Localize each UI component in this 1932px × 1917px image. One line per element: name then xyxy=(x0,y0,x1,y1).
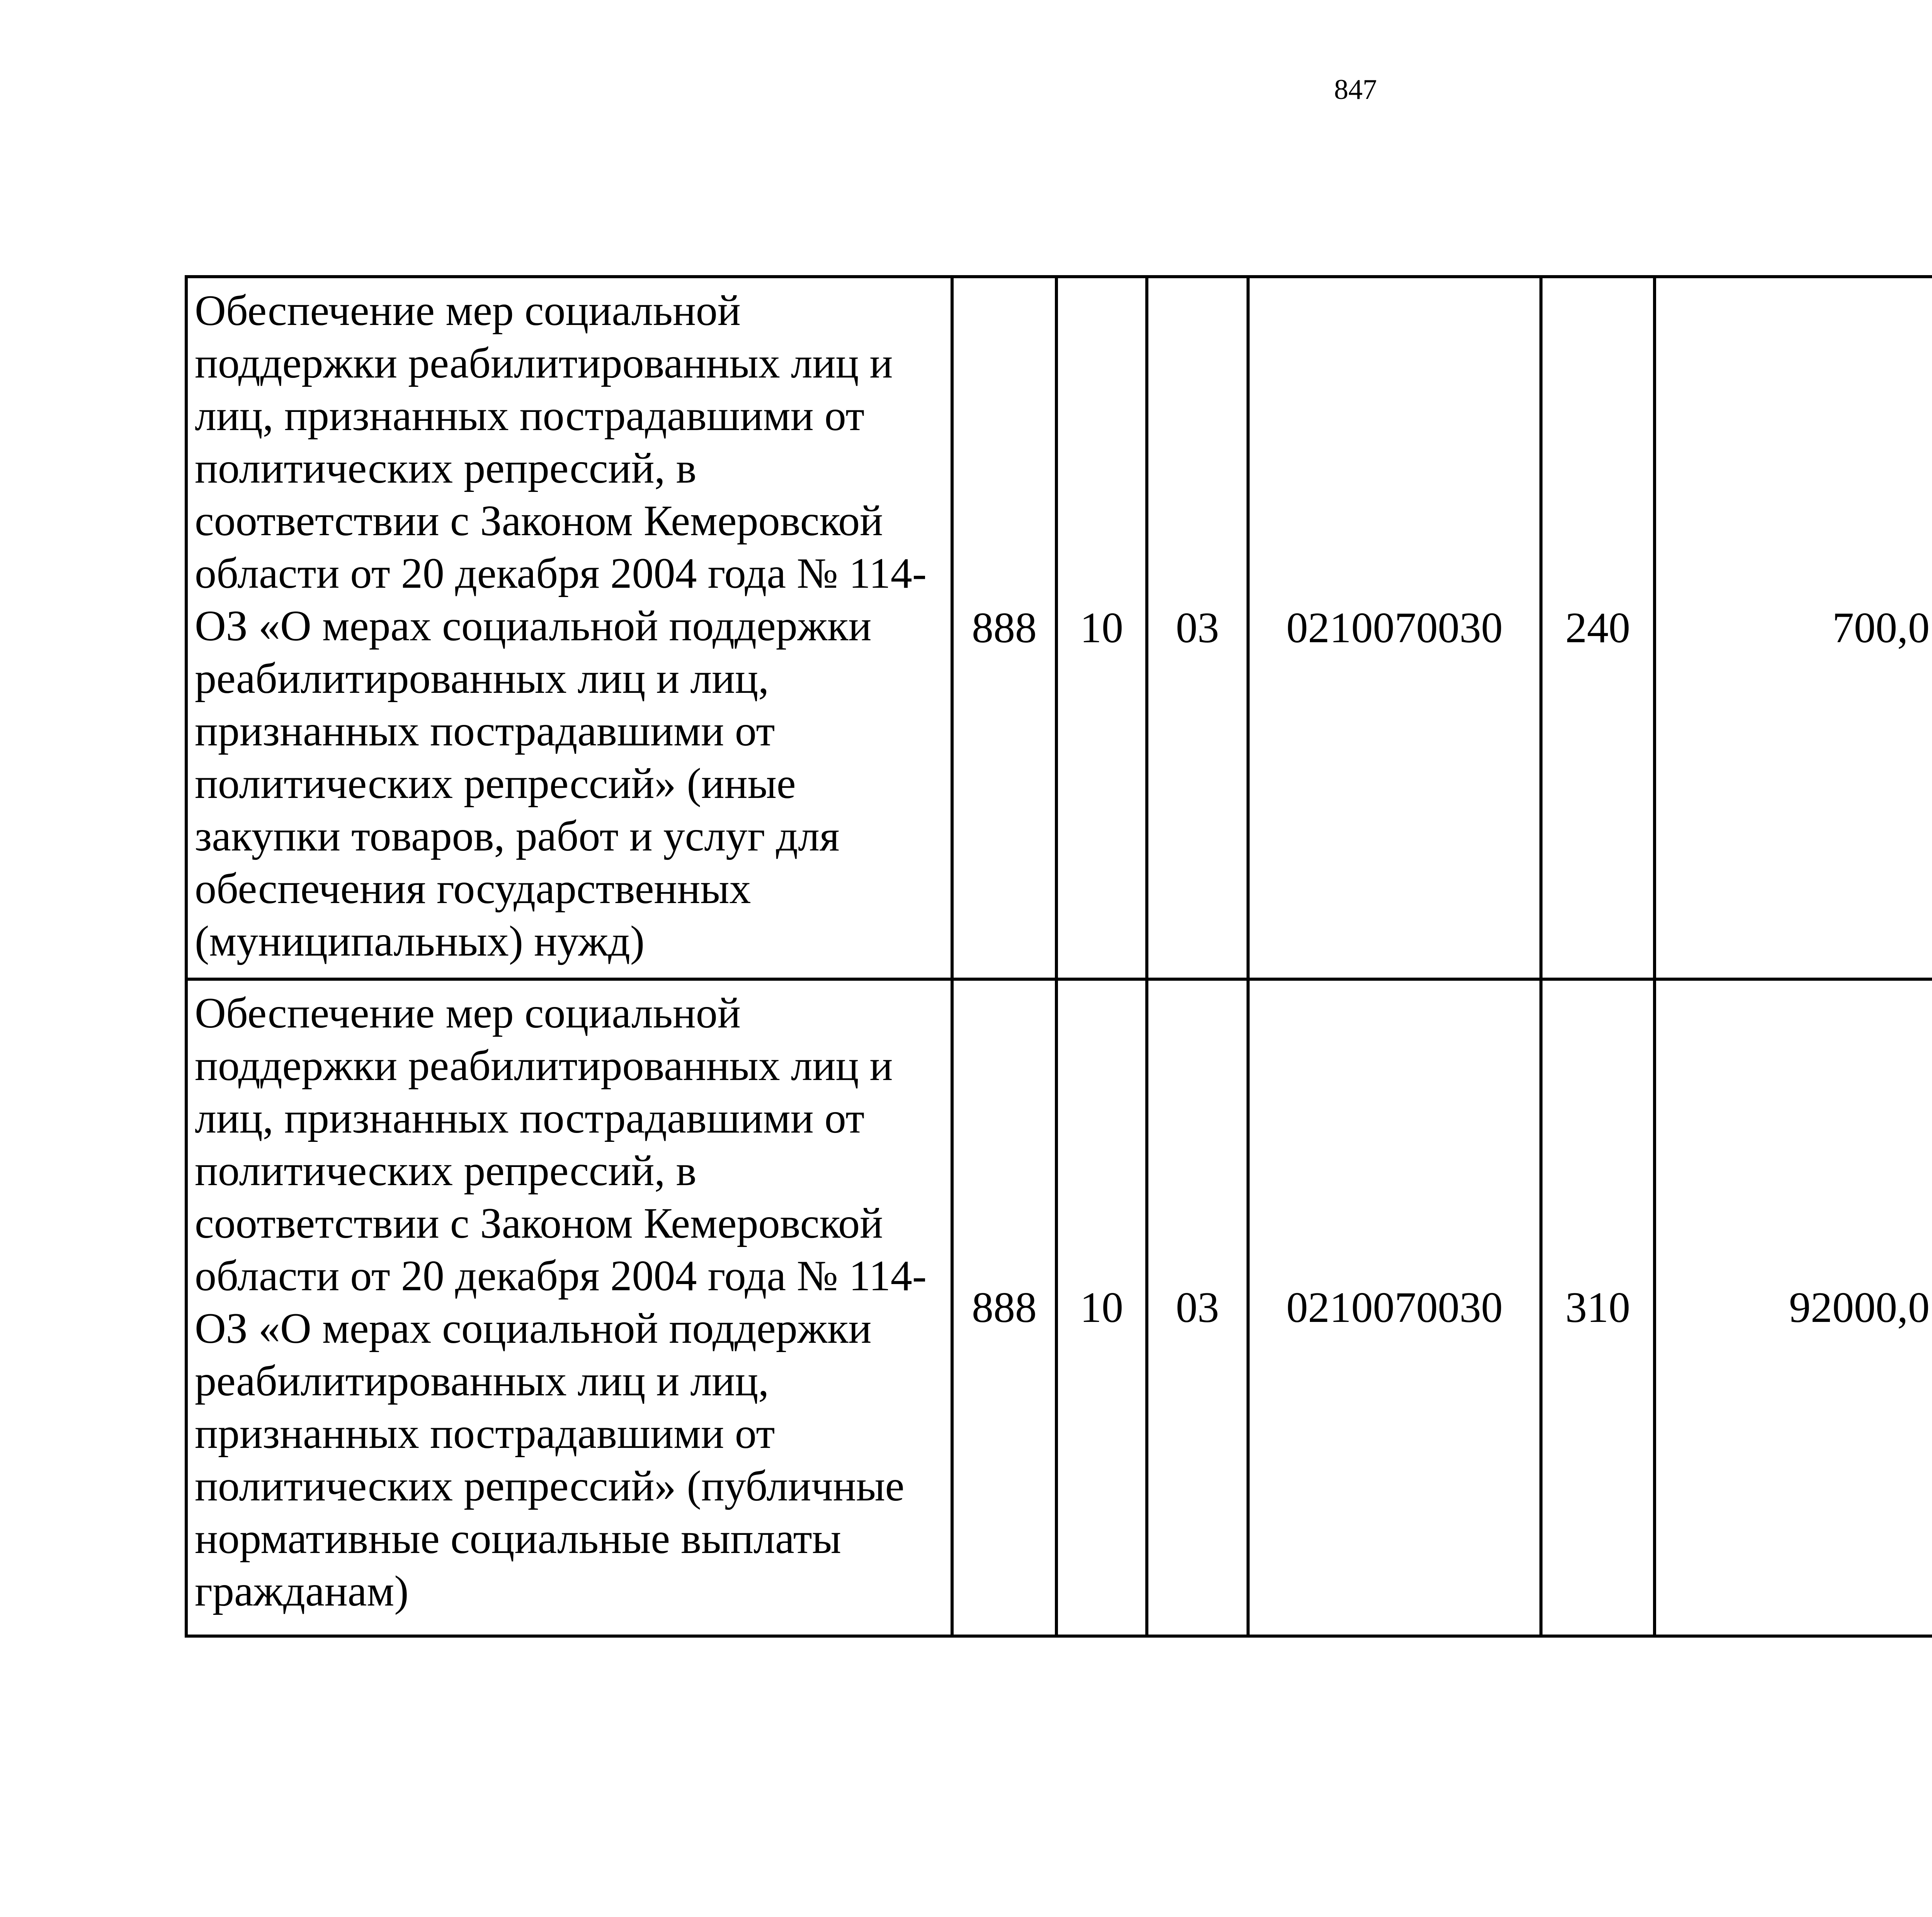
amount-year-1: 92000,0 xyxy=(1655,979,1932,1636)
ministry-code: 888 xyxy=(952,277,1056,979)
target-article-code: 0210070030 xyxy=(1248,277,1541,979)
section-code: 10 xyxy=(1056,277,1147,979)
expense-description: Обеспечение мер социальной поддержки реабилитированных лиц и лиц, признанных пострадавшими от политических репрессий, в соответствии с Законом Кемеровской области от 20 декабря 2004 года № 114-ОЗ «О мерах социальной поддержки реабилитированных лиц и лиц, признанных пострадавшими от политических репрессий» (иные закупки товаров, работ и услуг для обеспечения государственных (муниципальных) нужд) xyxy=(186,277,952,979)
table-row xyxy=(186,979,1932,1636)
amount-year-1: 700,0 xyxy=(1655,277,1932,979)
budget-table xyxy=(185,275,1932,1638)
page-number: 847 xyxy=(1334,74,1377,105)
subsection-code: 03 xyxy=(1147,277,1248,979)
subsection-code: 03 xyxy=(1147,979,1248,1636)
table-row xyxy=(186,277,1932,979)
expense-type-code: 240 xyxy=(1541,277,1655,979)
expense-type-code: 310 xyxy=(1541,979,1655,1636)
ministry-code: 888 xyxy=(952,979,1056,1636)
target-article-code: 0210070030 xyxy=(1248,979,1541,1636)
expense-description: Обеспечение мер социальной поддержки реабилитированных лиц и лиц, признанных пострадавшими от политических репрессий, в соответствии с Законом Кемеровской области от 20 декабря 2004 года № 114-ОЗ «О мерах социальной поддержки реабилитированных лиц и лиц, признанных пострадавшими от политических репрессий» (публичные нормативные социальные выплаты гражданам) xyxy=(186,979,952,1636)
section-code: 10 xyxy=(1056,979,1147,1636)
